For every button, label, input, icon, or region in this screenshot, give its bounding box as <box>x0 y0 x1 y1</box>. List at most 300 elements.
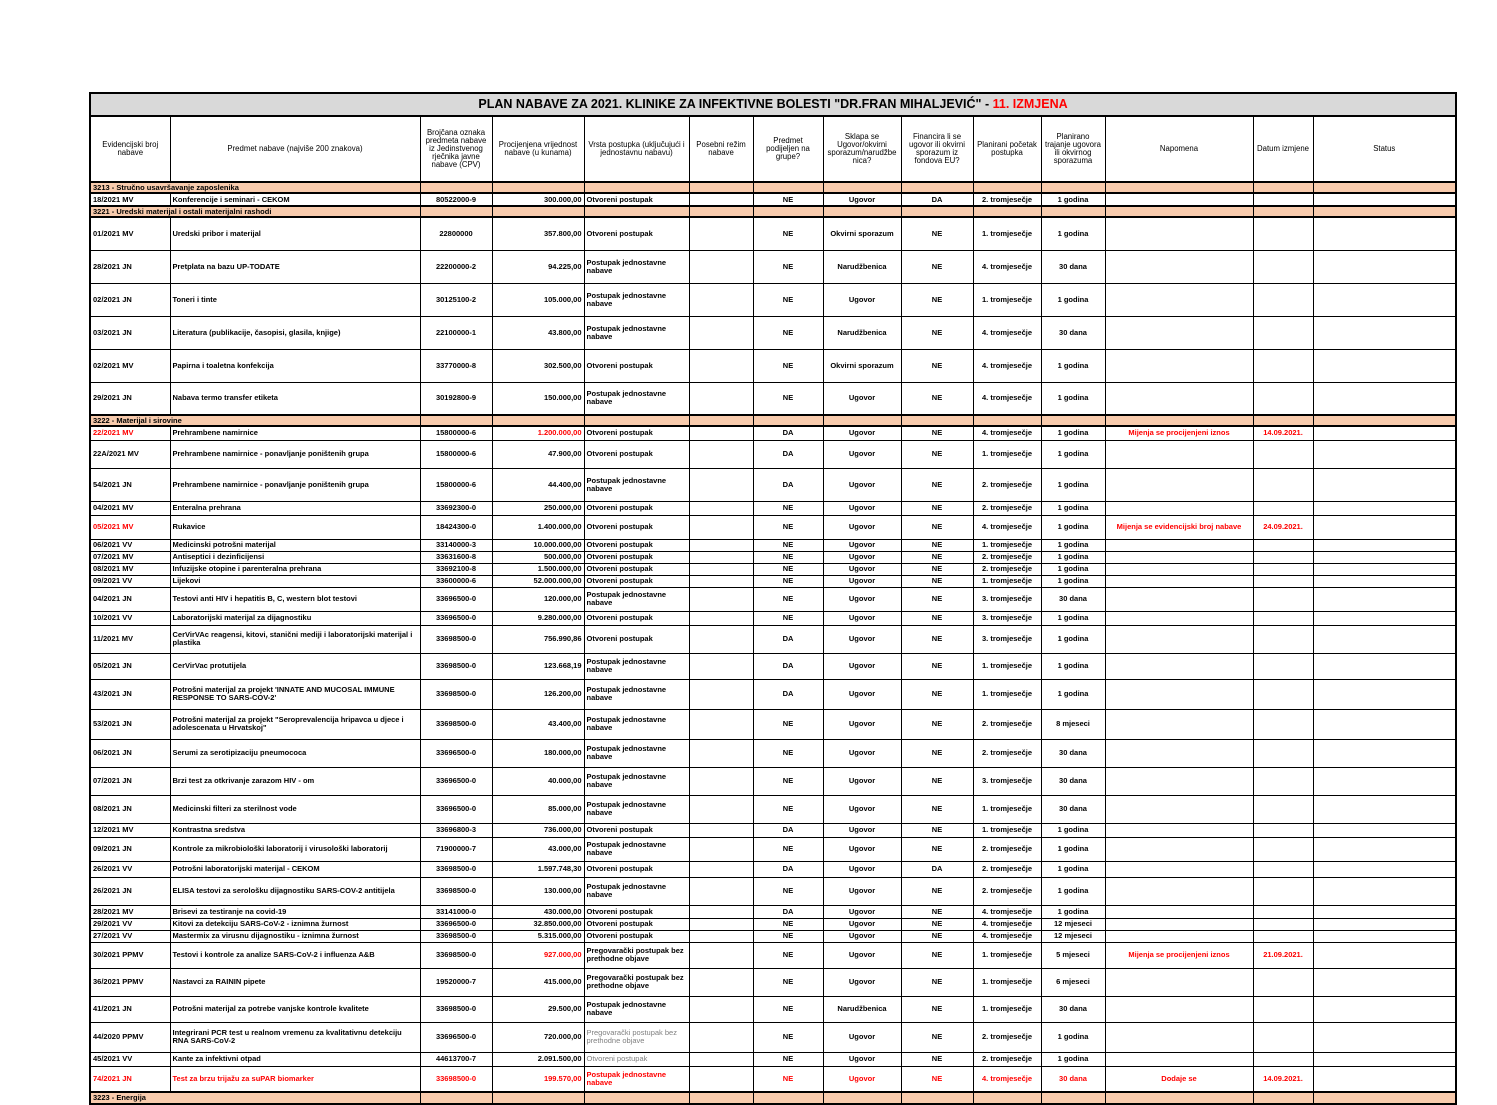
evidencijski-broj: 41/2021 JN <box>90 996 170 1022</box>
procijenjena-vrijednost: 105.000,00 <box>492 283 584 316</box>
planirani-pocetak: 1. tromjesečje <box>973 795 1041 823</box>
podijeljen-na-grupe: NE <box>753 283 823 316</box>
podijeljen-na-grupe: NE <box>753 382 823 415</box>
status <box>1313 575 1456 587</box>
vrsta-postupka: Otvoreni postupak <box>584 918 689 930</box>
datum-izmjene <box>1253 709 1313 739</box>
podijeljen-na-grupe: NE <box>753 1052 823 1066</box>
section-cell <box>492 1092 584 1104</box>
procijenjena-vrijednost: 126.200,00 <box>492 679 584 709</box>
procijenjena-vrijednost: 720.000,00 <box>492 1022 584 1052</box>
podijeljen-na-grupe: NE <box>753 918 823 930</box>
cpv-oznaka: 33692100-8 <box>420 563 492 575</box>
datum-izmjene <box>1253 877 1313 905</box>
predmet-nabave: Kontrole za mikrobiološki laboratorij i virusološki laboratorij <box>170 837 420 861</box>
section-cell <box>420 1092 492 1104</box>
section-cell <box>492 206 584 217</box>
vrsta-postupka: Otvoreni postupak <box>584 217 689 250</box>
predmet-nabave: Pretplata na bazu UP-TODATE <box>170 250 420 283</box>
procijenjena-vrijednost: 5.315.000,00 <box>492 930 584 942</box>
planirani-pocetak: 1. tromjesečje <box>973 283 1041 316</box>
datum-izmjene <box>1253 861 1313 877</box>
procijenjena-vrijednost: 85.000,00 <box>492 795 584 823</box>
podijeljen-na-grupe: DA <box>753 468 823 501</box>
section-label: 3223 - Energija <box>90 1092 420 1104</box>
section-cell <box>689 415 753 426</box>
sklapa-se-ugovor: Ugovor <box>823 501 901 515</box>
procijenjena-vrijednost: 1.400.000,00 <box>492 515 584 539</box>
page-title-revision: 11. IZMJENA <box>992 96 1068 111</box>
vrsta-postupka: Postupak jednostavne nabave <box>584 739 689 767</box>
vrsta-postupka: Otvoreni postupak <box>584 563 689 575</box>
status <box>1313 563 1456 575</box>
evidencijski-broj: 22/2021 MV <box>90 426 170 440</box>
section-cell <box>584 1092 689 1104</box>
section-cell <box>1253 415 1313 426</box>
financira-eu: NE <box>901 349 973 382</box>
napomena <box>1105 468 1253 501</box>
evidencijski-broj: 02/2021 MV <box>90 349 170 382</box>
table-row <box>90 283 1456 316</box>
datum-izmjene <box>1253 611 1313 625</box>
evidencijski-broj: 06/2021 VV <box>90 539 170 551</box>
status <box>1313 250 1456 283</box>
page-title <box>90 93 1456 116</box>
sklapa-se-ugovor: Ugovor <box>823 918 901 930</box>
napomena <box>1105 1052 1253 1066</box>
sklapa-se-ugovor: Ugovor <box>823 942 901 968</box>
posebni-rezim <box>689 795 753 823</box>
planirano-trajanje: 30 dana <box>1041 587 1105 611</box>
podijeljen-na-grupe: NE <box>753 709 823 739</box>
evidencijski-broj: 03/2021 JN <box>90 316 170 349</box>
posebni-rezim <box>689 575 753 587</box>
predmet-nabave: CerVirVAc reagensi, kitovi, stanični mediji i laboratorijski materijal i plastika <box>170 625 420 653</box>
section-cell <box>689 1092 753 1104</box>
napomena <box>1105 575 1253 587</box>
status <box>1313 611 1456 625</box>
napomena <box>1105 539 1253 551</box>
planirani-pocetak: 1. tromjesečje <box>973 823 1041 837</box>
procijenjena-vrijednost: 1.200.000,00 <box>492 426 584 440</box>
evidencijski-broj: 74/2021 JN <box>90 1066 170 1092</box>
evidencijski-broj: 29/2021 VV <box>90 918 170 930</box>
evidencijski-broj: 26/2021 VV <box>90 861 170 877</box>
podijeljen-na-grupe: NE <box>753 1022 823 1052</box>
napomena <box>1105 440 1253 468</box>
status <box>1313 653 1456 679</box>
vrsta-postupka: Otvoreni postupak <box>584 930 689 942</box>
sklapa-se-ugovor: Ugovor <box>823 575 901 587</box>
napomena <box>1105 1022 1253 1052</box>
sklapa-se-ugovor: Ugovor <box>823 767 901 795</box>
column-header-evidencijski-broj: Evidencijski broj nabave <box>90 116 170 182</box>
cpv-oznaka: 33631600-8 <box>420 551 492 563</box>
predmet-nabave: Kontrastna sredstva <box>170 823 420 837</box>
financira-eu: NE <box>901 611 973 625</box>
financira-eu: NE <box>901 739 973 767</box>
evidencijski-broj: 54/2021 JN <box>90 468 170 501</box>
table-row <box>90 877 1456 905</box>
planirano-trajanje: 1 godina <box>1041 501 1105 515</box>
section-cell <box>492 415 584 426</box>
sklapa-se-ugovor: Ugovor <box>823 563 901 575</box>
posebni-rezim <box>689 217 753 250</box>
section-row <box>90 415 1456 426</box>
napomena <box>1105 611 1253 625</box>
planirani-pocetak: 2. tromjesečje <box>973 739 1041 767</box>
title-row <box>90 93 1456 116</box>
datum-izmjene <box>1253 349 1313 382</box>
procurement-plan-table <box>89 92 1457 1105</box>
vrsta-postupka: Pregovarački postupak bez prethodne objave <box>584 1022 689 1052</box>
cpv-oznaka: 71900000-7 <box>420 837 492 861</box>
datum-izmjene <box>1253 679 1313 709</box>
table-row <box>90 679 1456 709</box>
section-cell <box>1253 182 1313 193</box>
procijenjena-vrijednost: 120.000,00 <box>492 587 584 611</box>
planirani-pocetak: 1. tromjesečje <box>973 575 1041 587</box>
status <box>1313 382 1456 415</box>
vrsta-postupka: Otvoreni postupak <box>584 905 689 918</box>
datum-izmjene <box>1253 382 1313 415</box>
planirano-trajanje: 1 godina <box>1041 551 1105 563</box>
table-row <box>90 468 1456 501</box>
datum-izmjene <box>1253 501 1313 515</box>
column-header-planirano-trajanje: Planirano trajanje ugovora ili okvirnog sporazuma <box>1041 116 1105 182</box>
sklapa-se-ugovor: Okvirni sporazum <box>823 349 901 382</box>
predmet-nabave: Testovi i kontrole za analize SARS-CoV-2 i influenza A&B <box>170 942 420 968</box>
evidencijski-broj: 18/2021 MV <box>90 193 170 206</box>
cpv-oznaka: 33696500-0 <box>420 611 492 625</box>
datum-izmjene <box>1253 653 1313 679</box>
table-row <box>90 575 1456 587</box>
cpv-oznaka: 33698500-0 <box>420 625 492 653</box>
predmet-nabave: Potrošni materijal za projekt 'INNATE AND MUCOSAL IMMUNE RESPONSE TO SARS-COV-2' <box>170 679 420 709</box>
podijeljen-na-grupe: DA <box>753 625 823 653</box>
datum-izmjene <box>1253 563 1313 575</box>
sklapa-se-ugovor: Okvirni sporazum <box>823 217 901 250</box>
evidencijski-broj: 36/2021 PPMV <box>90 968 170 996</box>
financira-eu: NE <box>901 653 973 679</box>
column-header-planirani-pocetak: Planirani početak postupka <box>973 116 1041 182</box>
posebni-rezim <box>689 349 753 382</box>
evidencijski-broj: 10/2021 VV <box>90 611 170 625</box>
table-row <box>90 1066 1456 1092</box>
cpv-oznaka: 33141000-0 <box>420 905 492 918</box>
posebni-rezim <box>689 1022 753 1052</box>
napomena <box>1105 653 1253 679</box>
predmet-nabave: Konferencije i seminari - CEKOM <box>170 193 420 206</box>
planirano-trajanje: 1 godina <box>1041 468 1105 501</box>
cpv-oznaka: 33698500-0 <box>420 861 492 877</box>
section-cell <box>1313 206 1456 217</box>
status <box>1313 539 1456 551</box>
posebni-rezim <box>689 468 753 501</box>
vrsta-postupka: Postupak jednostavne nabave <box>584 316 689 349</box>
planirani-pocetak: 1. tromjesečje <box>973 968 1041 996</box>
vrsta-postupka: Otvoreni postupak <box>584 515 689 539</box>
napomena <box>1105 217 1253 250</box>
procijenjena-vrijednost: 47.900,00 <box>492 440 584 468</box>
predmet-nabave: Enteralna prehrana <box>170 501 420 515</box>
status <box>1313 918 1456 930</box>
napomena <box>1105 563 1253 575</box>
financira-eu: NE <box>901 1066 973 1092</box>
planirano-trajanje: 30 dana <box>1041 1066 1105 1092</box>
napomena <box>1105 625 1253 653</box>
cpv-oznaka: 33600000-6 <box>420 575 492 587</box>
evidencijski-broj: 29/2021 JN <box>90 382 170 415</box>
procijenjena-vrijednost: 10.000.000,00 <box>492 539 584 551</box>
table-row <box>90 611 1456 625</box>
table-row <box>90 968 1456 996</box>
datum-izmjene <box>1253 217 1313 250</box>
financira-eu: NE <box>901 709 973 739</box>
cpv-oznaka: 33698500-0 <box>420 653 492 679</box>
financira-eu: NE <box>901 767 973 795</box>
predmet-nabave: Serumi za serotipizaciju pneumococa <box>170 739 420 767</box>
vrsta-postupka: Otvoreni postupak <box>584 625 689 653</box>
procijenjena-vrijednost: 43.400,00 <box>492 709 584 739</box>
predmet-nabave: Medicinski potrošni materijal <box>170 539 420 551</box>
posebni-rezim <box>689 823 753 837</box>
napomena <box>1105 767 1253 795</box>
planirani-pocetak: 2. tromjesečje <box>973 709 1041 739</box>
vrsta-postupka: Postupak jednostavne nabave <box>584 877 689 905</box>
sklapa-se-ugovor: Ugovor <box>823 551 901 563</box>
posebni-rezim <box>689 653 753 679</box>
posebni-rezim <box>689 942 753 968</box>
financira-eu: NE <box>901 823 973 837</box>
section-row <box>90 206 1456 217</box>
predmet-nabave: ELISA testovi za serološku dijagnostiku SARS-COV-2 antitijela <box>170 877 420 905</box>
section-label: 3213 - Stručno usavršavanje zaposlenika <box>90 182 420 193</box>
posebni-rezim <box>689 515 753 539</box>
table-row <box>90 316 1456 349</box>
procijenjena-vrijednost: 250.000,00 <box>492 501 584 515</box>
procijenjena-vrijednost: 9.280.000,00 <box>492 611 584 625</box>
napomena <box>1105 349 1253 382</box>
sklapa-se-ugovor: Ugovor <box>823 837 901 861</box>
planirani-pocetak: 2. tromjesečje <box>973 551 1041 563</box>
table-row <box>90 930 1456 942</box>
vrsta-postupka: Otvoreni postupak <box>584 551 689 563</box>
section-label: 3221 - Uredski materijal i ostali materijalni rashodi <box>90 206 420 217</box>
datum-izmjene <box>1253 930 1313 942</box>
section-cell <box>823 415 901 426</box>
vrsta-postupka: Postupak jednostavne nabave <box>584 653 689 679</box>
podijeljen-na-grupe: NE <box>753 1066 823 1092</box>
section-cell <box>689 206 753 217</box>
procijenjena-vrijednost: 2.091.500,00 <box>492 1052 584 1066</box>
napomena <box>1105 193 1253 206</box>
status <box>1313 1022 1456 1052</box>
cpv-oznaka: 44613700-7 <box>420 1052 492 1066</box>
procijenjena-vrijednost: 1.597.748,30 <box>492 861 584 877</box>
predmet-nabave: Integrirani PCR test u realnom vremenu za kvalitativnu detekciju RNA SARS-CoV-2 <box>170 1022 420 1052</box>
podijeljen-na-grupe: NE <box>753 996 823 1022</box>
evidencijski-broj: 07/2021 JN <box>90 767 170 795</box>
planirani-pocetak: 4. tromjesečje <box>973 426 1041 440</box>
planirano-trajanje: 30 dana <box>1041 795 1105 823</box>
napomena <box>1105 316 1253 349</box>
financira-eu: NE <box>901 382 973 415</box>
posebni-rezim <box>689 877 753 905</box>
podijeljen-na-grupe: NE <box>753 795 823 823</box>
evidencijski-broj: 04/2021 JN <box>90 587 170 611</box>
procijenjena-vrijednost: 736.000,00 <box>492 823 584 837</box>
section-cell <box>901 1092 973 1104</box>
status <box>1313 316 1456 349</box>
podijeljen-na-grupe: NE <box>753 217 823 250</box>
cpv-oznaka: 33696500-0 <box>420 1022 492 1052</box>
napomena <box>1105 709 1253 739</box>
posebni-rezim <box>689 861 753 877</box>
evidencijski-broj: 07/2021 MV <box>90 551 170 563</box>
section-row <box>90 1092 1456 1104</box>
podijeljen-na-grupe: NE <box>753 942 823 968</box>
table-row <box>90 587 1456 611</box>
vrsta-postupka: Postupak jednostavne nabave <box>584 795 689 823</box>
procijenjena-vrijednost: 94.225,00 <box>492 250 584 283</box>
datum-izmjene <box>1253 587 1313 611</box>
vrsta-postupka: Postupak jednostavne nabave <box>584 1066 689 1092</box>
page-title-text: PLAN NABAVE ZA 2021. KLINIKE ZA INFEKTIVNE BOLESTI "DR.FRAN MIHALJEVIĆ" - <box>478 96 990 111</box>
planirano-trajanje: 1 godina <box>1041 1052 1105 1066</box>
evidencijski-broj: 08/2021 JN <box>90 795 170 823</box>
datum-izmjene <box>1253 739 1313 767</box>
datum-izmjene <box>1253 440 1313 468</box>
datum-izmjene <box>1253 823 1313 837</box>
napomena <box>1105 861 1253 877</box>
table-row <box>90 996 1456 1022</box>
datum-izmjene <box>1253 193 1313 206</box>
status <box>1313 515 1456 539</box>
financira-eu: NE <box>901 996 973 1022</box>
posebni-rezim <box>689 193 753 206</box>
financira-eu: DA <box>901 193 973 206</box>
planirano-trajanje: 30 dana <box>1041 996 1105 1022</box>
evidencijski-broj: 02/2021 JN <box>90 283 170 316</box>
napomena: Mijenja se procijenjeni iznos <box>1105 426 1253 440</box>
predmet-nabave: Nastavci za RAININ pipete <box>170 968 420 996</box>
sklapa-se-ugovor: Ugovor <box>823 709 901 739</box>
posebni-rezim <box>689 930 753 942</box>
section-cell <box>1041 182 1105 193</box>
cpv-oznaka: 33698500-0 <box>420 877 492 905</box>
table-row <box>90 653 1456 679</box>
vrsta-postupka: Postupak jednostavne nabave <box>584 996 689 1022</box>
table-row <box>90 440 1456 468</box>
section-cell <box>1105 415 1253 426</box>
posebni-rezim <box>689 905 753 918</box>
section-cell <box>973 182 1041 193</box>
table-row <box>90 739 1456 767</box>
status <box>1313 739 1456 767</box>
vrsta-postupka: Otvoreni postupak <box>584 611 689 625</box>
napomena <box>1105 905 1253 918</box>
column-header-vrsta-postupka: Vrsta postupka (uključujući i jednostavnu nabavu) <box>584 116 689 182</box>
financira-eu: NE <box>901 1052 973 1066</box>
cpv-oznaka: 33770000-8 <box>420 349 492 382</box>
planirano-trajanje: 1 godina <box>1041 625 1105 653</box>
datum-izmjene <box>1253 1022 1313 1052</box>
planirano-trajanje: 1 godina <box>1041 679 1105 709</box>
status <box>1313 767 1456 795</box>
podijeljen-na-grupe: NE <box>753 837 823 861</box>
cpv-oznaka: 33140000-3 <box>420 539 492 551</box>
section-cell <box>901 415 973 426</box>
napomena <box>1105 679 1253 709</box>
predmet-nabave: Mastermix za virusnu dijagnostiku - iznimna žurnost <box>170 930 420 942</box>
predmet-nabave: Rukavice <box>170 515 420 539</box>
table-row <box>90 942 1456 968</box>
procijenjena-vrijednost: 32.850.000,00 <box>492 918 584 930</box>
predmet-nabave: Nabava termo transfer etiketa <box>170 382 420 415</box>
status <box>1313 283 1456 316</box>
planirani-pocetak: 1. tromjesečje <box>973 679 1041 709</box>
planirano-trajanje: 1 godina <box>1041 440 1105 468</box>
procijenjena-vrijednost: 130.000,00 <box>492 877 584 905</box>
predmet-nabave: Laboratorijski materijal za dijagnostiku <box>170 611 420 625</box>
evidencijski-broj: 06/2021 JN <box>90 739 170 767</box>
posebni-rezim <box>689 837 753 861</box>
podijeljen-na-grupe: DA <box>753 861 823 877</box>
podijeljen-na-grupe: DA <box>753 905 823 918</box>
napomena <box>1105 283 1253 316</box>
datum-izmjene <box>1253 539 1313 551</box>
planirani-pocetak: 1. tromjesečje <box>973 653 1041 679</box>
planirano-trajanje: 1 godina <box>1041 575 1105 587</box>
section-cell <box>1313 415 1456 426</box>
planirani-pocetak: 1. tromjesečje <box>973 440 1041 468</box>
section-cell <box>420 182 492 193</box>
procijenjena-vrijednost: 300.000,00 <box>492 193 584 206</box>
financira-eu: NE <box>901 795 973 823</box>
planirani-pocetak: 1. tromjesečje <box>973 942 1041 968</box>
section-cell <box>823 206 901 217</box>
vrsta-postupka: Postupak jednostavne nabave <box>584 679 689 709</box>
predmet-nabave: Potrošni materijal za projekt "Seroprevalencija hripavca u djece i adolescenata u Hrvatskoj" <box>170 709 420 739</box>
procijenjena-vrijednost: 43.000,00 <box>492 837 584 861</box>
predmet-nabave: Papirna i toaletna konfekcija <box>170 349 420 382</box>
predmet-nabave: Brzi test za otkrivanje zarazom HIV - om <box>170 767 420 795</box>
sklapa-se-ugovor: Ugovor <box>823 653 901 679</box>
podijeljen-na-grupe: NE <box>753 250 823 283</box>
planirani-pocetak: 1. tromjesečje <box>973 217 1041 250</box>
planirano-trajanje: 1 godina <box>1041 426 1105 440</box>
posebni-rezim <box>689 426 753 440</box>
column-header-sklapa-se-ugovor: Sklapa se Ugovor/okvirni sporazum/narudžbenica? <box>823 116 901 182</box>
cpv-oznaka: 22100000-1 <box>420 316 492 349</box>
podijeljen-na-grupe: DA <box>753 426 823 440</box>
predmet-nabave: Potrošni materijal za potrebe vanjske kontrole kvalitete <box>170 996 420 1022</box>
status <box>1313 1066 1456 1092</box>
vrsta-postupka: Postupak jednostavne nabave <box>584 767 689 795</box>
planirani-pocetak: 2. tromjesečje <box>973 837 1041 861</box>
datum-izmjene <box>1253 837 1313 861</box>
status <box>1313 349 1456 382</box>
sklapa-se-ugovor: Ugovor <box>823 968 901 996</box>
planirani-pocetak: 4. tromjesečje <box>973 382 1041 415</box>
procijenjena-vrijednost: 52.000.000,00 <box>492 575 584 587</box>
sklapa-se-ugovor: Ugovor <box>823 795 901 823</box>
status <box>1313 968 1456 996</box>
cpv-oznaka: 30125100-2 <box>420 283 492 316</box>
evidencijski-broj: 30/2021 PPMV <box>90 942 170 968</box>
posebni-rezim <box>689 1066 753 1092</box>
